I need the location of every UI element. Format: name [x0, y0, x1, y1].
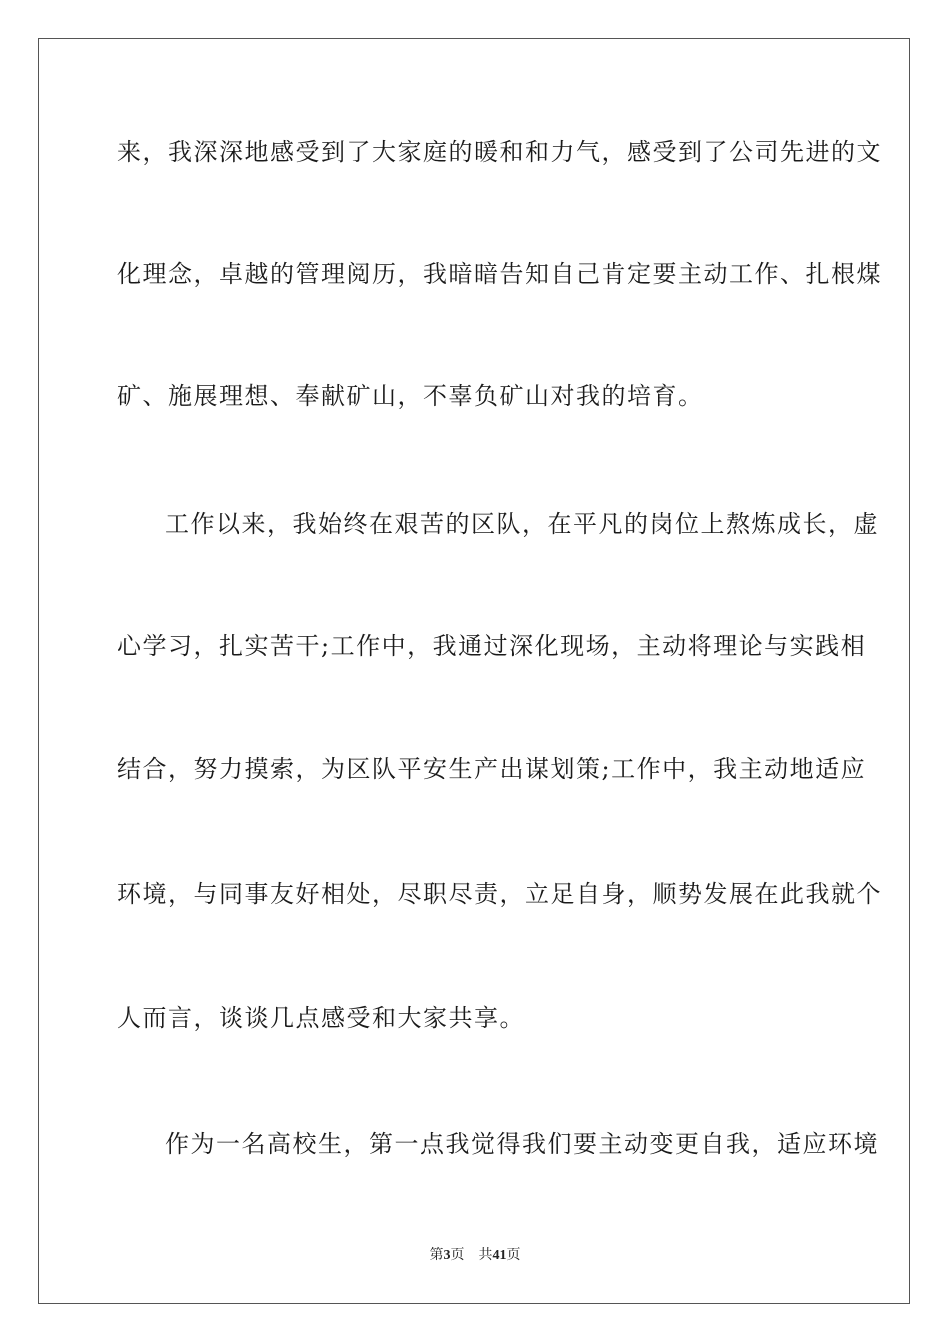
total-pages: 41 [492, 1248, 507, 1263]
text-line-3: 矿、施展理想、奉献矿山，不辜负矿山对我的培育。 [117, 382, 704, 410]
text-line-9: 作为一名高校生，第一点我觉得我们要主动变更自我，适应环境 [165, 1130, 879, 1158]
text-line-2: 化理念，卓越的管理阅历，我暗暗告知自己肯定要主动工作、扎根煤 [117, 260, 882, 288]
text-line-6: 结合，努力摸索，为区队平安生产出谋划策;工作中，我主动地适应 [117, 755, 867, 783]
page-border [38, 38, 910, 1304]
text-line-1: 来，我深深地感受到了大家庭的暖和和力气，感受到了公司先进的文 [117, 138, 882, 166]
page-number: 3 [443, 1248, 451, 1263]
text-line-8: 人而言，谈谈几点感受和大家共享。 [117, 1004, 525, 1032]
total-suffix: 页 [506, 1248, 521, 1263]
total-prefix: 共 [478, 1248, 493, 1263]
text-line-7: 环境，与同事友好相处，尽职尽责，立足自身，顺势发展在此我就个 [117, 880, 882, 908]
page-footer [0, 1247, 950, 1265]
text-line-4: 工作以来，我始终在艰苦的区队，在平凡的岗位上熬炼成长，虚 [165, 510, 879, 538]
page-prefix: 第 [429, 1248, 444, 1263]
page-suffix: 页 [450, 1248, 465, 1263]
text-line-5: 心学习，扎实苦干;工作中，我通过深化现场，主动将理论与实践相 [117, 632, 867, 660]
